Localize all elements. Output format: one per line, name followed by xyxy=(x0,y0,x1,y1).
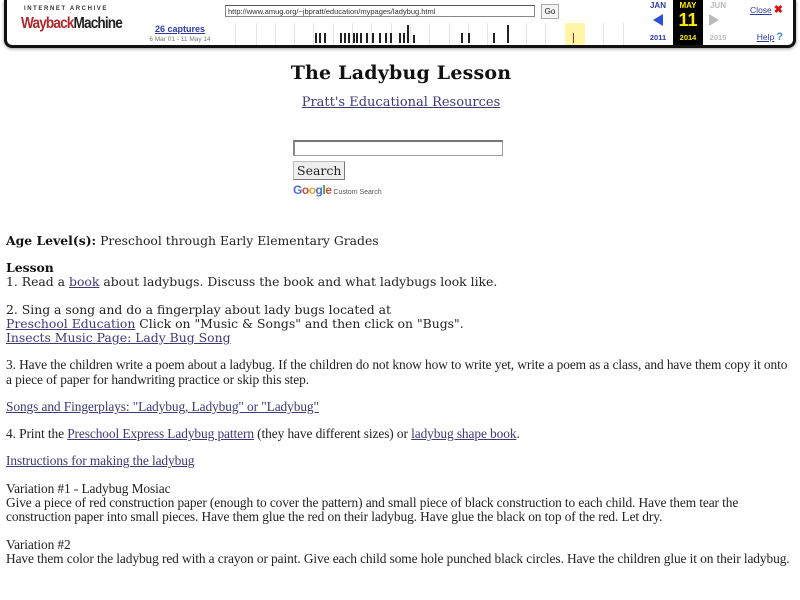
year-divider xyxy=(294,23,295,45)
age-label: Age Level(s): xyxy=(6,233,97,248)
condensed-section xyxy=(6,358,796,566)
pratts-resources-link[interactable]: Pratt's Educational Resources xyxy=(301,95,501,111)
capture-bar xyxy=(407,25,409,43)
capture-bar xyxy=(319,33,321,43)
lesson-step-3: 3. Have the children write a poem about a ladybug. If the children do not know how to write yet, write a poem as a class, and have them copy it onto a piece of paper for handwriting practice or skip this step. xyxy=(6,357,788,387)
capture-bar xyxy=(468,33,470,43)
year-divider xyxy=(256,23,257,45)
help-toolbar[interactable] xyxy=(757,31,783,43)
captures-link[interactable]: 26 captures xyxy=(154,24,206,34)
lesson-step-2: 2. Sing a song and do a fingerplay about lady bugs located at Preschool Education Click on "Music & Songs" and then click on "Bugs". Insects Music Page: Lady Bug Song xyxy=(6,301,464,346)
capture-bar xyxy=(366,33,368,43)
age-level xyxy=(6,234,796,248)
year-divider xyxy=(603,23,604,45)
year-divider xyxy=(410,23,411,45)
google-custom-search-logo xyxy=(293,183,503,200)
lesson-body xyxy=(6,234,796,579)
arrow-left-icon[interactable] xyxy=(653,14,663,26)
current-year-highlight xyxy=(565,23,585,45)
preschool-education-link[interactable]: Preschool Education xyxy=(6,315,136,331)
wayback-machine-wordmark: WaybackMachine xyxy=(21,15,122,32)
close-icon[interactable]: ✖ xyxy=(773,4,783,16)
url-input[interactable]: http://www.amug.org/~jbpratt/education/mypages/ladybug.html xyxy=(225,5,535,17)
variation-1-title: Variation #1 - Ladybug Mosiac xyxy=(6,480,171,496)
current-capture xyxy=(673,0,703,45)
capture-bar xyxy=(353,33,355,43)
year-divider xyxy=(429,23,430,45)
year-divider xyxy=(623,23,624,45)
year-divider xyxy=(275,23,276,45)
capture-bar xyxy=(379,33,381,43)
year-divider xyxy=(449,23,450,45)
book-link[interactable]: book xyxy=(69,274,100,290)
preschool-express-pattern-link[interactable]: Preschool Express Ladybug pattern xyxy=(67,426,254,442)
capture-bar xyxy=(340,33,342,43)
capture-bar xyxy=(344,33,346,43)
insects-music-link[interactable]: Insects Music Page: Lady Bug Song xyxy=(6,330,231,346)
variation-2-text: Have them color the ladybug red with a crayon or paint. Give each child some hole punched black circles. Have the children glue it on their ladybug. xyxy=(6,550,790,566)
go-button[interactable]: Go xyxy=(541,4,559,19)
ladybug-shape-book-link[interactable]: ladybug shape book xyxy=(411,426,517,442)
songs-fingerplays-link[interactable]: Songs and Fingerplays: "Ladybug, Ladybug" or "Ladybug" xyxy=(6,398,319,414)
capture-bar xyxy=(385,33,387,43)
lesson-step-4: 4. Print the Preschool Express Ladybug pattern (they have different sizes) or ladybug shape book. xyxy=(6,426,520,442)
capture-sparkline[interactable] xyxy=(227,23,639,45)
year-divider xyxy=(526,23,527,45)
capture-bar xyxy=(390,33,392,43)
next-year: 2015 xyxy=(709,33,727,42)
variation-2 xyxy=(6,538,796,567)
year-divider xyxy=(333,23,334,45)
captures-range: 6 Mar 01 - 11 May 14 xyxy=(149,36,211,43)
capture-bar xyxy=(324,33,326,43)
help-link[interactable]: Help xyxy=(756,32,775,42)
prev-capture[interactable] xyxy=(643,0,673,45)
instructions-paragraph xyxy=(6,454,796,468)
wayback-logo[interactable] xyxy=(21,6,122,40)
wayback-toolbar xyxy=(4,0,796,48)
prev-year[interactable]: 2011 xyxy=(649,33,667,42)
year-divider xyxy=(545,23,546,45)
lesson-heading: Lesson xyxy=(6,260,54,276)
captures-summary xyxy=(135,24,225,43)
capture-bar xyxy=(461,33,463,43)
capture-bar xyxy=(399,33,401,43)
capture-bar xyxy=(360,33,362,43)
next-month: JUN xyxy=(709,1,726,10)
capture-calendar xyxy=(643,0,753,45)
songs-paragraph xyxy=(6,400,796,414)
help-icon[interactable]: ? xyxy=(776,31,783,43)
capture-bar xyxy=(348,33,350,43)
capture-bar xyxy=(507,25,509,43)
year-divider xyxy=(235,23,236,45)
variation-2-title: Variation #2 xyxy=(6,536,71,552)
current-year: 2014 xyxy=(679,33,697,42)
google-logo-icon: Google xyxy=(293,183,332,198)
close-toolbar[interactable] xyxy=(750,3,783,16)
page-content xyxy=(6,52,796,566)
current-capture-bar xyxy=(573,33,574,43)
year-divider xyxy=(313,23,314,45)
capture-bar xyxy=(372,33,374,43)
capture-bar xyxy=(356,33,358,43)
instructions-link[interactable]: Instructions for making the ladybug xyxy=(6,453,195,469)
lesson-step-1: Lesson 1. Read a book about ladybugs. Discuss the book and what ladybugs look like. xyxy=(6,260,498,290)
current-month: MAY xyxy=(679,1,697,10)
variation-1 xyxy=(6,482,796,525)
capture-bar xyxy=(315,33,317,43)
search-input[interactable] xyxy=(293,140,503,156)
search-form xyxy=(293,140,503,200)
year-divider xyxy=(487,23,488,45)
custom-search-label: Custom Search xyxy=(333,189,382,197)
arrow-right-icon xyxy=(709,14,719,26)
capture-bar xyxy=(413,35,415,43)
age-value: Preschool through Early Elementary Grades xyxy=(96,233,379,248)
current-day: 11 xyxy=(678,10,698,30)
subtitle xyxy=(6,96,796,110)
close-link[interactable]: Close xyxy=(750,5,772,15)
capture-bar xyxy=(403,33,405,43)
prev-month[interactable]: JAN xyxy=(649,1,666,10)
capture-bar xyxy=(493,33,495,43)
next-capture xyxy=(703,0,733,45)
search-button[interactable]: Search xyxy=(293,161,345,180)
page-title: The Ladybug Lesson xyxy=(290,62,512,84)
variation-1-text: Give a piece of red construction paper (enough to cover the pattern) and small piece of black construction to each child. Have them tear the construction paper into small pieces. Have them glue the red on their ladybug. Have glue the black on top of the red. Let dry. xyxy=(6,495,739,525)
internet-archive-label: INTERNET ARCHIVE xyxy=(23,6,109,12)
